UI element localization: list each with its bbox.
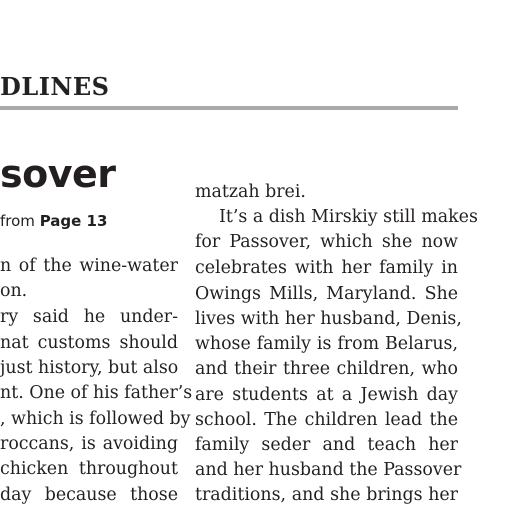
body-text-line: nt. One of his father’s	[0, 383, 193, 403]
body-text-line: chicken throughout	[0, 459, 178, 479]
body-text-line: ry said he under-	[0, 307, 178, 327]
body-text-line: It’s a dish Mirskiy still makes	[219, 207, 478, 227]
body-text-line: family seder and teach her	[195, 435, 458, 455]
article-headline: sover	[0, 152, 116, 196]
body-text-line: lives with her husband, Denis,	[195, 309, 462, 329]
body-text-line: day because those	[0, 485, 178, 505]
body-text-line: nat customs should	[0, 333, 178, 353]
continued-from-line	[0, 212, 107, 230]
body-text-line: , which is followed by	[0, 409, 191, 429]
body-text-line: n of the wine-water	[0, 256, 178, 276]
body-text-line: are students at a Jewish day	[195, 385, 458, 405]
body-text-line: and their three children, who	[195, 359, 458, 379]
body-text-line: and her husband the Passover	[195, 460, 462, 480]
body-text-line: school. The children lead the	[195, 410, 458, 430]
body-text-line: whose family is from Belarus,	[195, 334, 458, 354]
section-header: DLINES	[0, 72, 110, 101]
body-text-line: traditions, and she brings her	[195, 485, 458, 505]
continued-page-ref: Page 13	[39, 212, 108, 230]
body-text-line: roccans, is avoiding	[0, 434, 178, 454]
body-text-line: celebrates with her family in	[195, 258, 458, 278]
continued-prefix: from	[0, 212, 40, 230]
body-text-line: matzah brei.	[195, 182, 306, 202]
section-divider	[0, 106, 458, 110]
body-text-line: on.	[0, 281, 28, 301]
body-text-line: for Passover, which she now	[195, 232, 458, 252]
body-text-line: Owings Mills, Maryland. She	[195, 284, 458, 304]
body-text-line: just history, but also	[0, 358, 179, 378]
